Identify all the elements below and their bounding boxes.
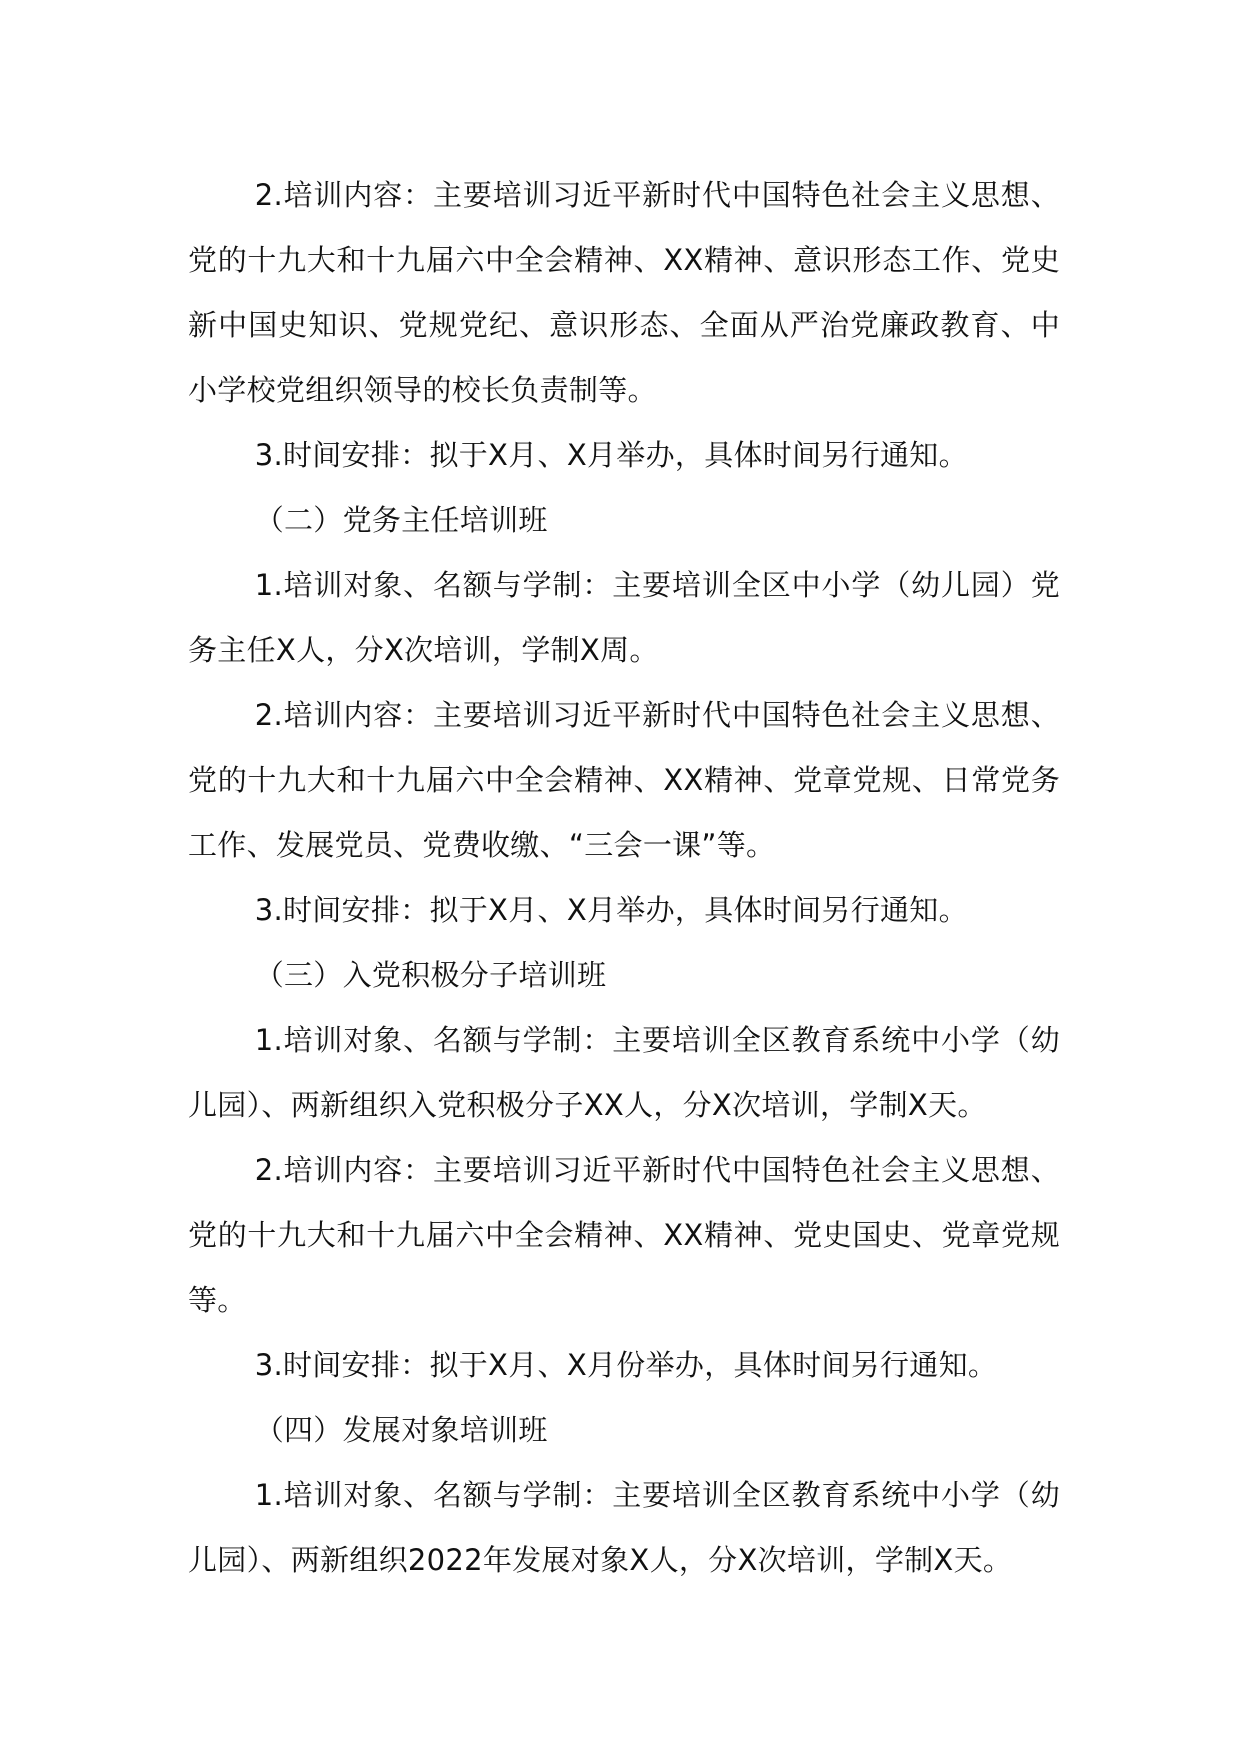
paragraph-training-content-2: 2.培训内容：主要培训习近平新时代中国特色社会主义思想、党的十九大和十九届六中全会精神、XX精神、党章党规、日常党务工作、发展党员、党费收缴、“三会一课”等。: [188, 698, 1060, 862]
section-heading-development-target-class: （四）发展对象培训班: [254, 1413, 548, 1447]
document-body: [188, 163, 1060, 1593]
paragraph-schedule-3: 3.时间安排：拟于X月、X月份举办，具体时间另行通知。: [254, 1348, 998, 1382]
paragraph-trainees-4: 1.培训对象、名额与学制：主要培训全区教育系统中小学（幼儿园）、两新组织2022年发展对象X人，分X次培训，学制X天。: [188, 1478, 1060, 1577]
paragraph-training-content-3: 2.培训内容：主要培训习近平新时代中国特色社会主义思想、党的十九大和十九届六中全会精神、XX精神、党史国史、党章党规等。: [188, 1153, 1060, 1317]
paragraph-training-content-1: 2.培训内容：主要培训习近平新时代中国特色社会主义思想、党的十九大和十九届六中全会精神、XX精神、意识形态工作、党史新中国史知识、党规党纪、意识形态、全面从严治党廉政教育、中小学校党组织领导的校长负责制等。: [188, 178, 1060, 407]
paragraph-trainees-2: 1.培训对象、名额与学制：主要培训全区中小学（幼儿园）党务主任X人，分X次培训，学制X周。: [188, 568, 1060, 667]
section-heading-activist-class: （三）入党积极分子培训班: [254, 958, 607, 992]
paragraph-schedule-2: 3.时间安排：拟于X月、X月举办，具体时间另行通知。: [254, 893, 968, 927]
paragraph-schedule-1: 3.时间安排：拟于X月、X月举办，具体时间另行通知。: [254, 438, 968, 472]
paragraph-trainees-3: 1.培训对象、名额与学制：主要培训全区教育系统中小学（幼儿园）、两新组织入党积极分子XX人，分X次培训，学制X天。: [188, 1023, 1060, 1122]
section-heading-party-affairs-director-class: （二）党务主任培训班: [254, 503, 548, 537]
